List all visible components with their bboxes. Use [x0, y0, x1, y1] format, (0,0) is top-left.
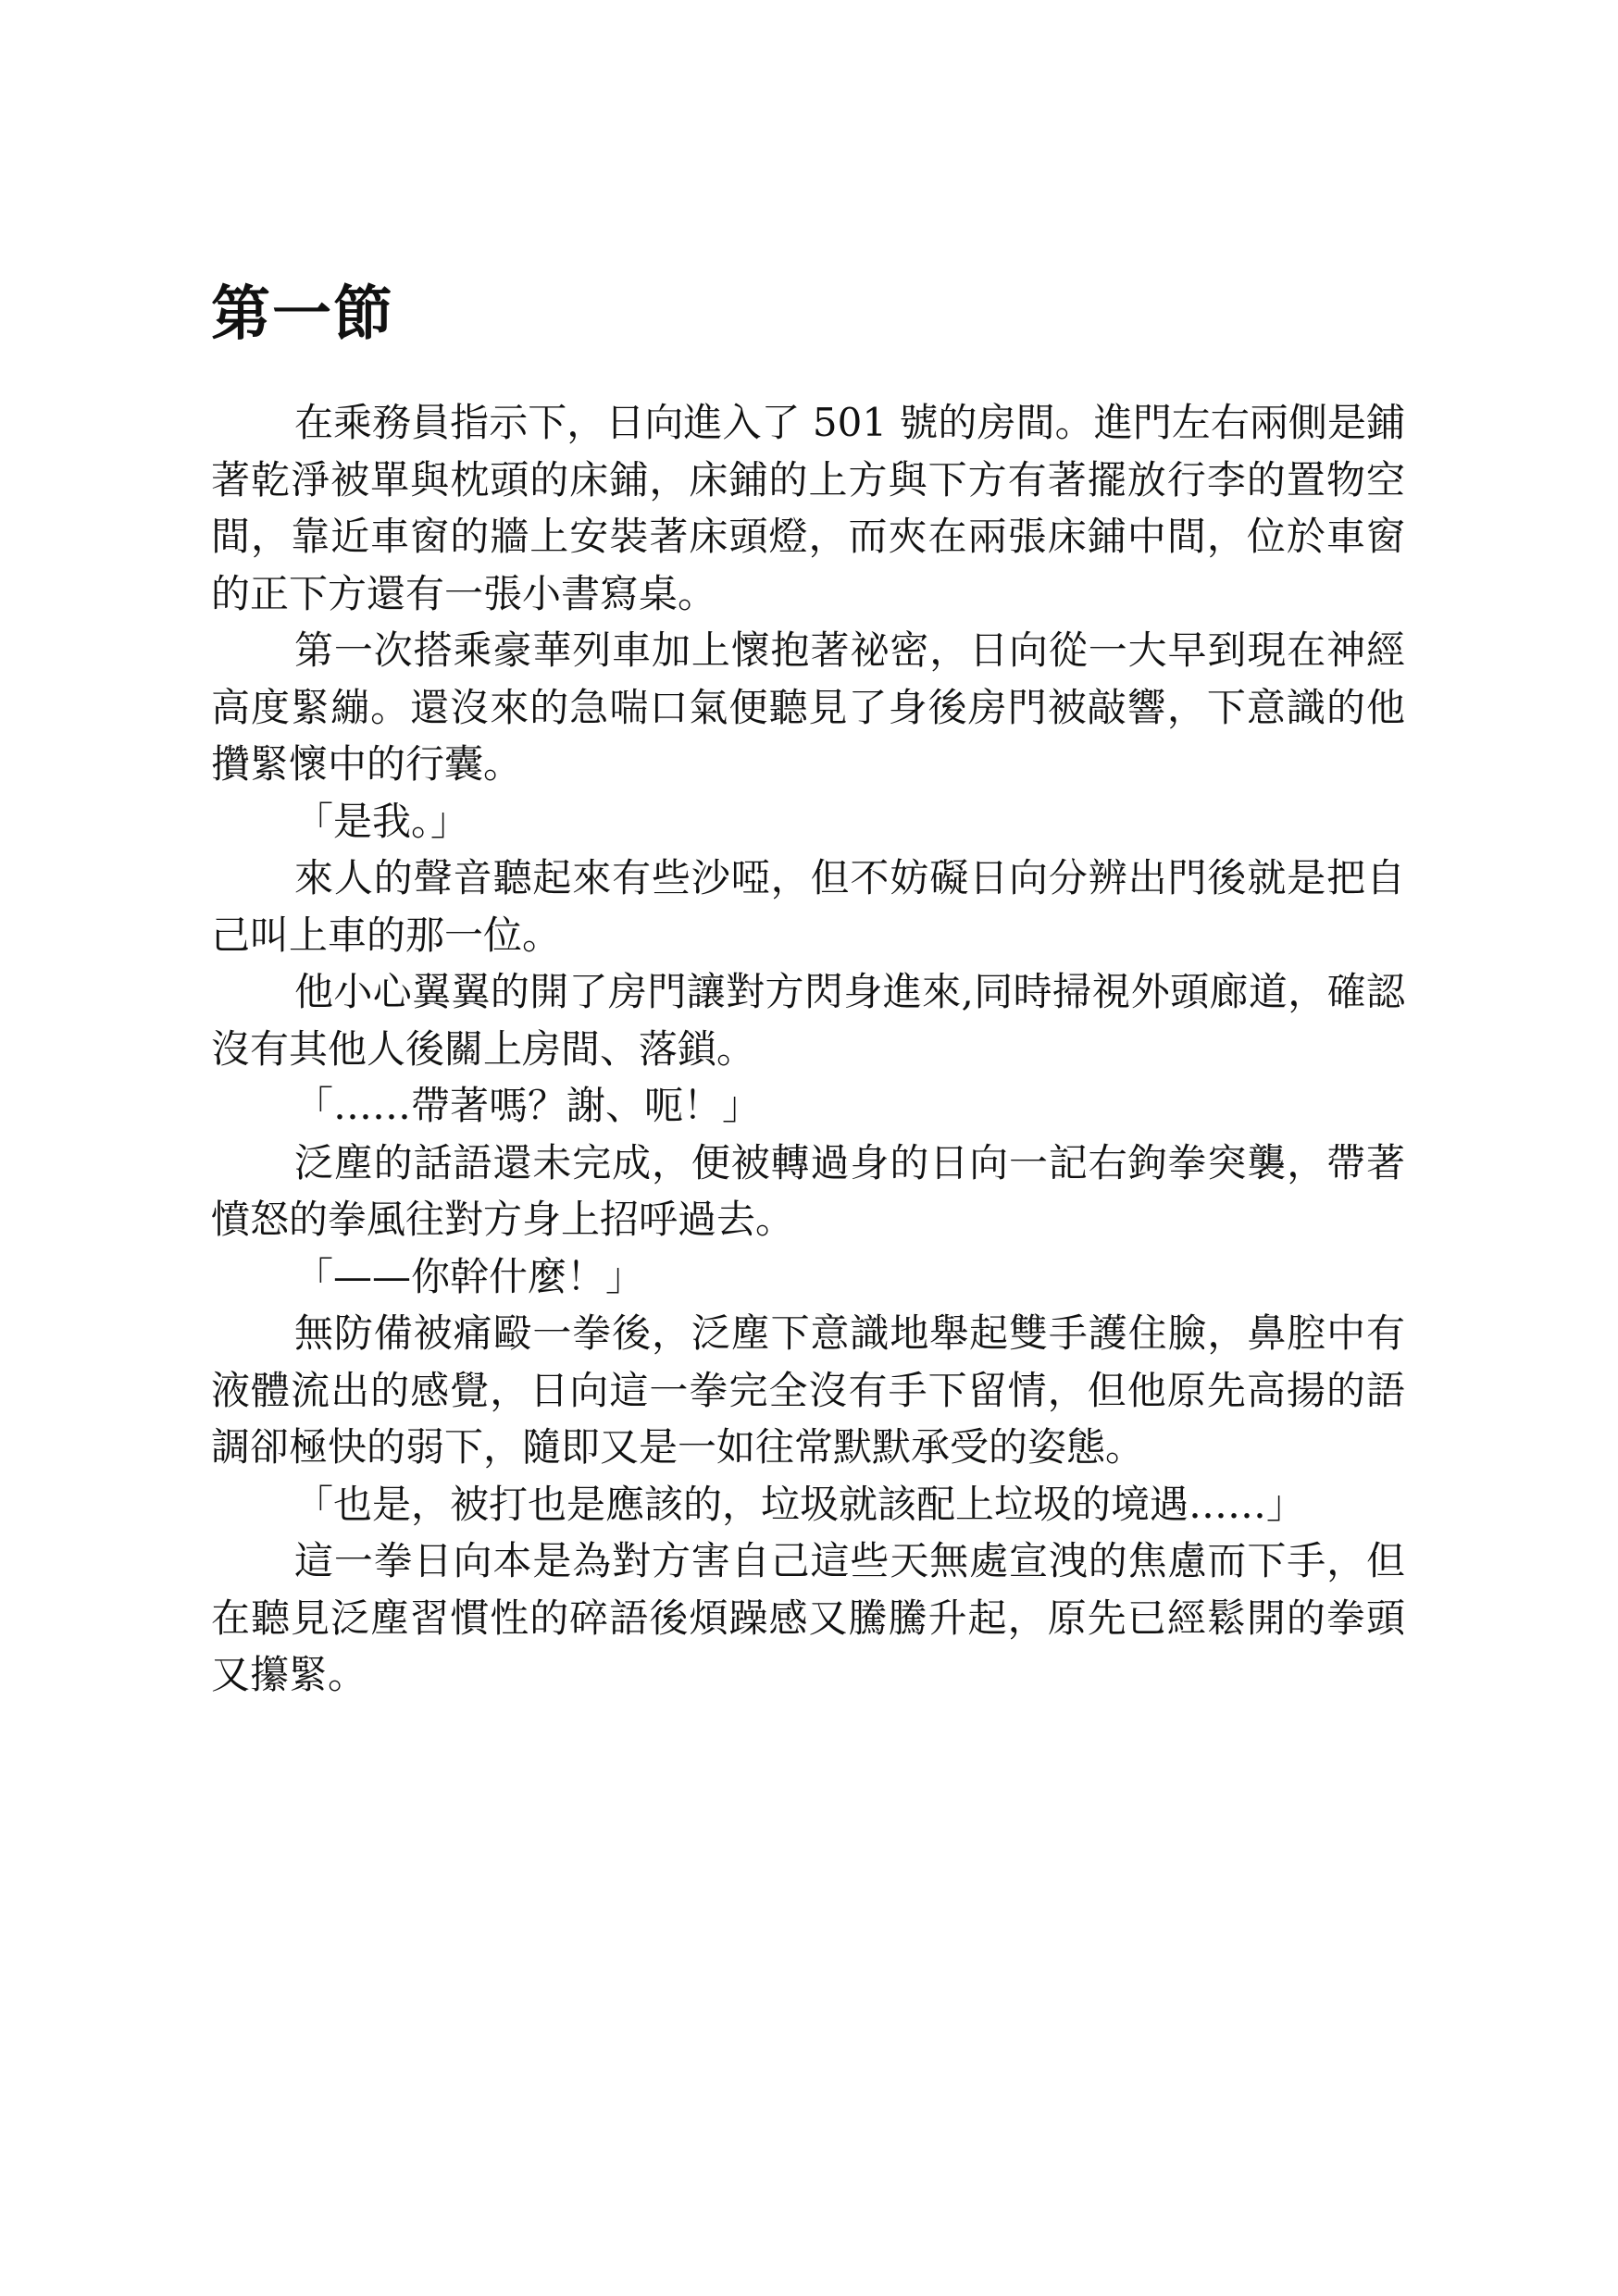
paragraph: 「也是，被打也是應該的，垃圾就該配上垃圾的境遇……」: [294, 1481, 1306, 1527]
paragraph: 「——你幹什麼！」: [294, 1253, 645, 1299]
paragraph: 他小心翼翼的開了房門讓對方閃身進來,同時掃視外頭廊道，確認沒有其他人後關上房間、落鎖。: [211, 969, 1405, 1072]
paragraph: 「……帶著嗎？謝、呃！」: [294, 1083, 762, 1128]
chapter-title: 第一節: [211, 279, 394, 349]
paragraph: 來人的聲音聽起來有些沙啞，但不妨礙日向分辨出門後就是把自己叫上車的那一位。: [211, 855, 1405, 958]
body-text: [211, 394, 1405, 1704]
paragraph: 在乘務員指示下，日向進入了 501 號的房間。進門左右兩側是鋪著乾淨被單與枕頭的床鋪，床鋪的上方與下方有著擺放行李的置物空間，靠近車窗的牆上安裝著床頭燈，而夾在兩張床鋪中間，位於車窗的正下方還有一張小書寫桌。: [211, 400, 1405, 616]
paragraph: 這一拳日向本是為對方害自己這些天無處宣洩的焦慮而下手，但在聽見泛塵習慣性的碎語後煩躁感又騰騰升起，原先已經鬆開的拳頭又攥緊。: [211, 1538, 1405, 1697]
paragraph: 「是我。」: [294, 798, 470, 844]
paragraph: 無防備被痛毆一拳後，泛塵下意識地舉起雙手護住臉，鼻腔中有液體流出的感覺，日向這一拳完全沒有手下留情，但他原先高揚的語調卻極快的弱下，隨即又是一如往常默默承受的姿態。: [211, 1310, 1405, 1470]
paragraph: 第一次搭乘豪華列車加上懷抱著祕密，日向從一大早到現在神經高度緊繃。還沒來的急喘口氣便聽見了身後房門被敲響，下意識的他攢緊懷中的行囊。: [211, 627, 1405, 787]
paragraph: 泛塵的話語還未完成，便被轉過身的日向一記右鉤拳突襲，帶著憤怒的拳風往對方身上招呼過去。: [211, 1139, 1405, 1242]
